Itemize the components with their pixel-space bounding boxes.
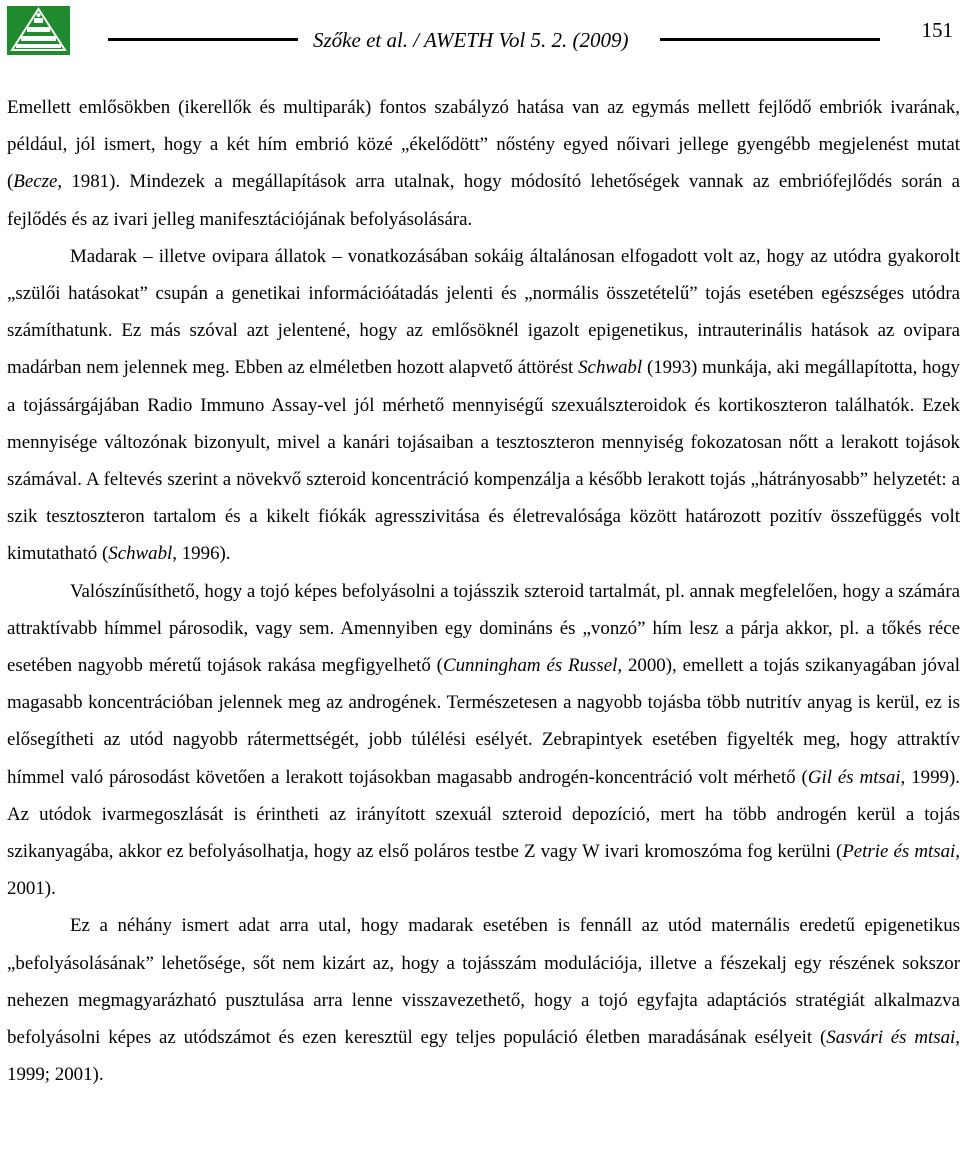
citation-author: Sasvári és mtsai xyxy=(826,1027,956,1049)
text-run: 2000), emellett a tojás szikanyagában jóval magasabb koncentrációban jelennek meg az androgének. Természetesen a nagyobb tojásba több nutritív anyag is kerül, ez is elősegítheti az utód nagyobb rátermettségét, jobb túlélési esélyét. Zebrapintyek esetében figyelték meg, hogy attraktív hímmel való párosodást követően a lerakott tojásokban magasabb androgén-koncentráció volt mérhető ( xyxy=(7,655,960,788)
text-run: (1993) munkája, aki megállapította, hogy a tojássárgájában Radio Immuno Assay-vel jól mérhető mennyiségű szexuálszteroidok és kortikoszteron találhatók. Ezek mennyisége változónak bizonyult, mivel a kanári tojásaiban a tesztoszteron mennyiség fokozatosan nőtt a lerakott tojások számával. A feltevés szerint a növekvő szteroid koncentráció kompenzálja a később lerakott tojás „hátrányosabb” helyzetét: a szik tesztoszteron tartalom és a kikelt fiókák agresszivitása és életrevalósága között határozott pozitív összefüggés volt kimutatható ( xyxy=(7,357,960,565)
citation-author: Cunningham és Russel, xyxy=(442,655,623,677)
text-run: 2001). xyxy=(7,878,56,900)
header-rule-right xyxy=(660,38,880,41)
page-header xyxy=(0,0,960,72)
article-body xyxy=(7,89,960,1093)
text-run: Emellett emlősökben (ikerellők és multiparák) fontos szabályzó hatása van az egymás mellett fejlődő embriók ivarának, például, jól ismert, hogy a két hím embrió közé „ékelődött” nőstény egyed nőivari jellege gyengébb megjelenést mutat ( xyxy=(7,97,960,193)
running-title: Szőke et al. / AWETH Vol 5. 2. (2009) xyxy=(313,28,629,52)
journal-logo-icon xyxy=(7,6,70,55)
paragraph xyxy=(7,907,960,1093)
citation-author: Petrie és mtsai, xyxy=(842,841,960,863)
text-run: , 1999; 2001). xyxy=(7,1027,960,1086)
page-number: 151 xyxy=(921,18,953,42)
paragraph xyxy=(7,89,960,238)
citation-author: Becze xyxy=(13,171,58,193)
text-run: Ez a néhány ismert adat arra utal, hogy madarak esetében is fennáll az utód maternális eredetű epigenetikus „befolyásolásának” lehetősége, sőt nem kizárt az, hogy a tojásszám modulációja, illetve a fészekalj egy részének sokszor nehezen megmagyarázható pusztulása arra lenne visszavezethető, hogy a tojó egyfajta adaptációs stratégiát alkalmazva befolyásolni képes az utódszámot és ezen keresztül egy teljes populáció életben maradásának esélyeit ( xyxy=(7,915,960,1049)
citation-author: Gil és mtsai xyxy=(807,766,901,788)
paragraph xyxy=(7,573,960,908)
text-run: Valószínűsíthető, hogy a tojó képes befolyásolni a tojásszik szteroid tartalmát, pl. annak megfelelően, hogy a számára attraktívabb hímmel párosodik, vagy sem. Amennyiben egy domináns és „vonzó” hím lesz a párja akkor, pl. a tőkés réce esetében nagyobb méretű tojások rakása megfigyelhető ( xyxy=(7,580,960,677)
text-run: , 1981). Mindezek a megállapítások arra utalnak, hogy módosító lehetőségek vannak az embriófejlődés során a fejlődés és az ivari jelleg manifesztációjának befolyásolására. xyxy=(7,171,960,230)
header-rule-left xyxy=(108,38,298,41)
citation-author: Schwabl xyxy=(108,543,173,565)
text-run: , 1999). Az utódok ivarmegoszlását is érintheti az irányított szexuál szteroid depozíció, mert ha több androgén kerül a tojás szikanyagába, akkor ez befolyásolhatja, hogy az első poláros testbe Z vagy W ivari kromoszóma fog kerülni ( xyxy=(7,766,960,863)
text-run: , 1996). xyxy=(172,543,231,565)
paragraph xyxy=(7,238,960,573)
text-run: Madarak – illetve ovipara állatok – vonatkozásában sokáig általánosan elfogadott volt az, hogy az utódra gyakorolt „szülői hatásokat” csupán a genetikai információátadás jelenti és „normális összetételű” tojás esetében egészséges utódra számíthatunk. Ez más szóval azt jelentené, hogy az emlősöknél igazolt epigenetikus, intrauterinális hatások az ovipara madárban nem jelennek meg. Ebben az elméletben hozott alapvető áttörést xyxy=(7,245,960,379)
citation-author: Schwabl xyxy=(578,357,643,379)
